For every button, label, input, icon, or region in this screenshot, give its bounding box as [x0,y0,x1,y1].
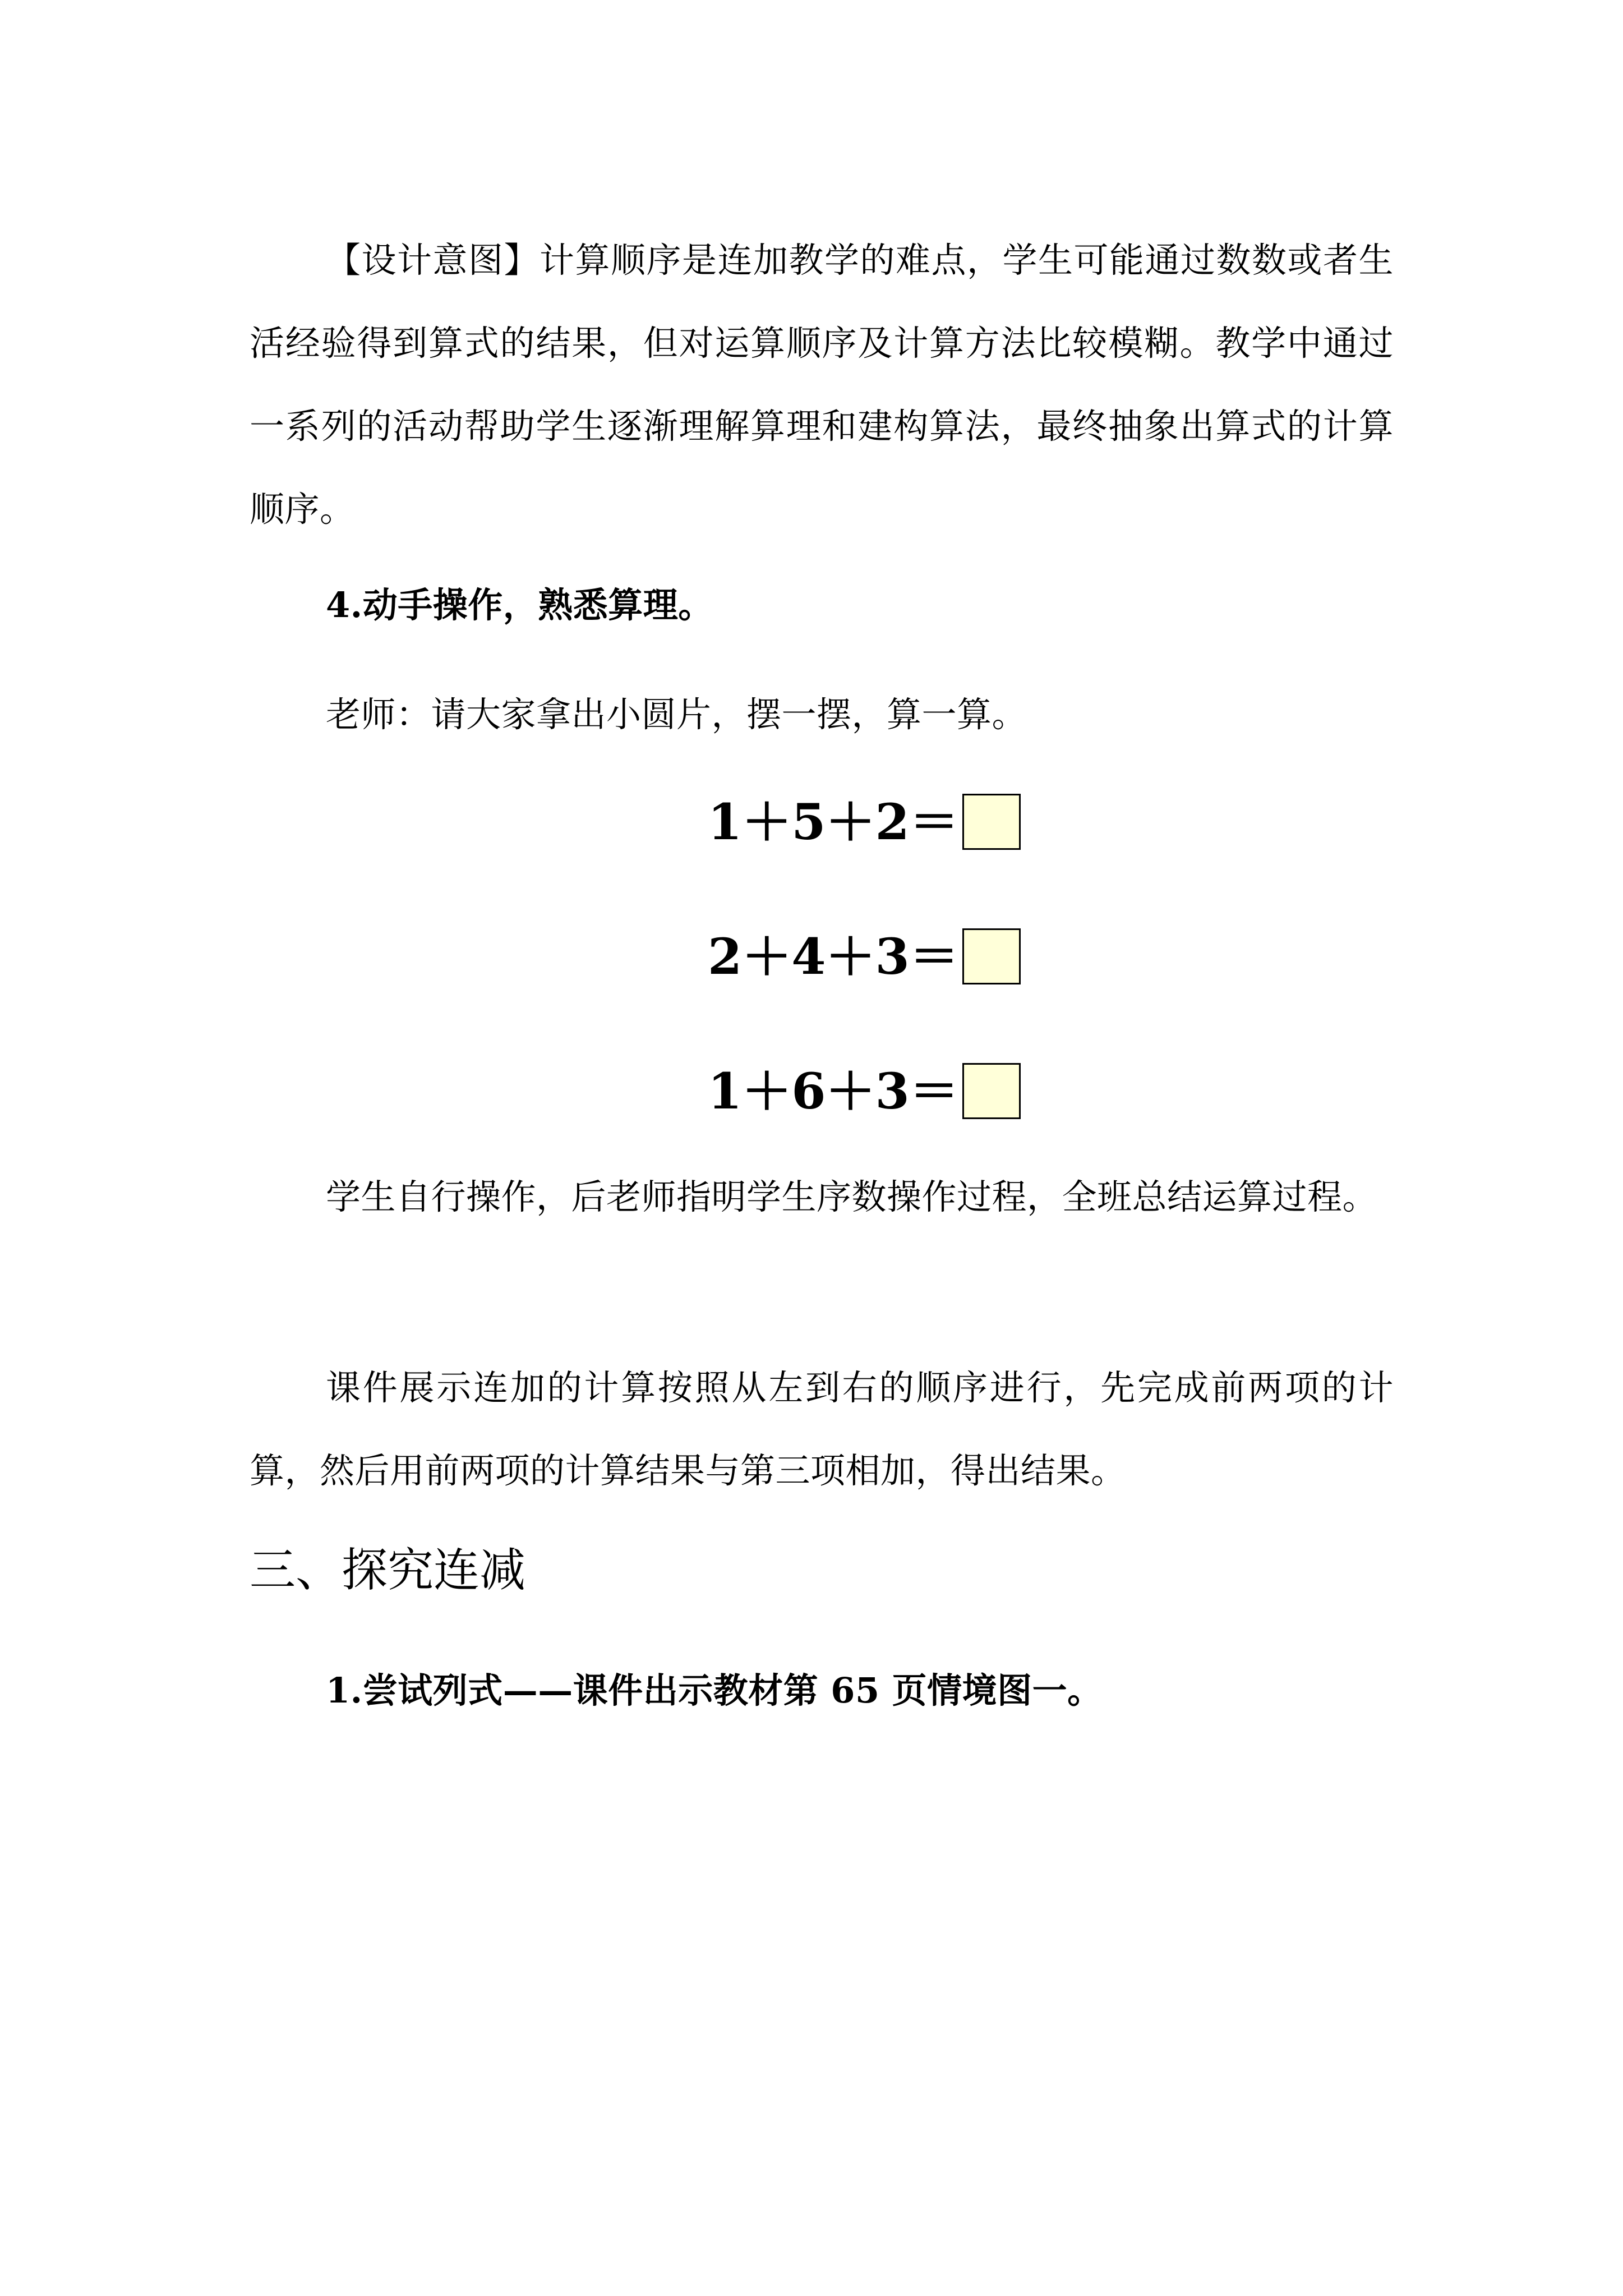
section3-heading: 三、探究连减 [250,1544,526,1597]
answer-box[interactable] [962,794,1021,850]
equation-1 [708,791,1021,853]
equation-expression: 2＋4＋3＝ [708,927,959,986]
design-intent-paragraph: 【设计意图】计算顺序是连加教学的难点，学生可能通过数数或者生活经验得到算式的结果，但对运算顺序及计算方法比较模糊。教学中通过一系列的活动帮助学生逐渐理解算理和建构算法，最终抽象出算式的计算顺序。 [250,240,1394,530]
student-operation-paragraph: 学生自行操作，后老师指明学生序数操作过程，全班总结运算过程。 [326,1176,1378,1217]
equation-expression: 1＋6＋3＝ [708,1062,959,1120]
equation-2 [708,926,1021,987]
equation-expression: 1＋5＋2＝ [708,793,959,851]
teacher-prompt-paragraph: 老师：请大家拿出小圆片，摆一摆，算一算。 [326,694,1027,735]
step1-title: 1.尝试列式——课件出示教材第 65 页情境图一。 [326,1670,1103,1711]
equation-3 [708,1060,1021,1122]
courseware-display-paragraph: 课件展示连加的计算按照从左到右的顺序进行，先完成前两项的计算，然后用前两项的计算结果与第三项相加，得出结果。 [250,1367,1394,1491]
answer-box[interactable] [962,1063,1021,1119]
answer-box[interactable] [962,928,1021,984]
step4-title: 4.动手操作，熟悉算理。 [326,585,713,625]
